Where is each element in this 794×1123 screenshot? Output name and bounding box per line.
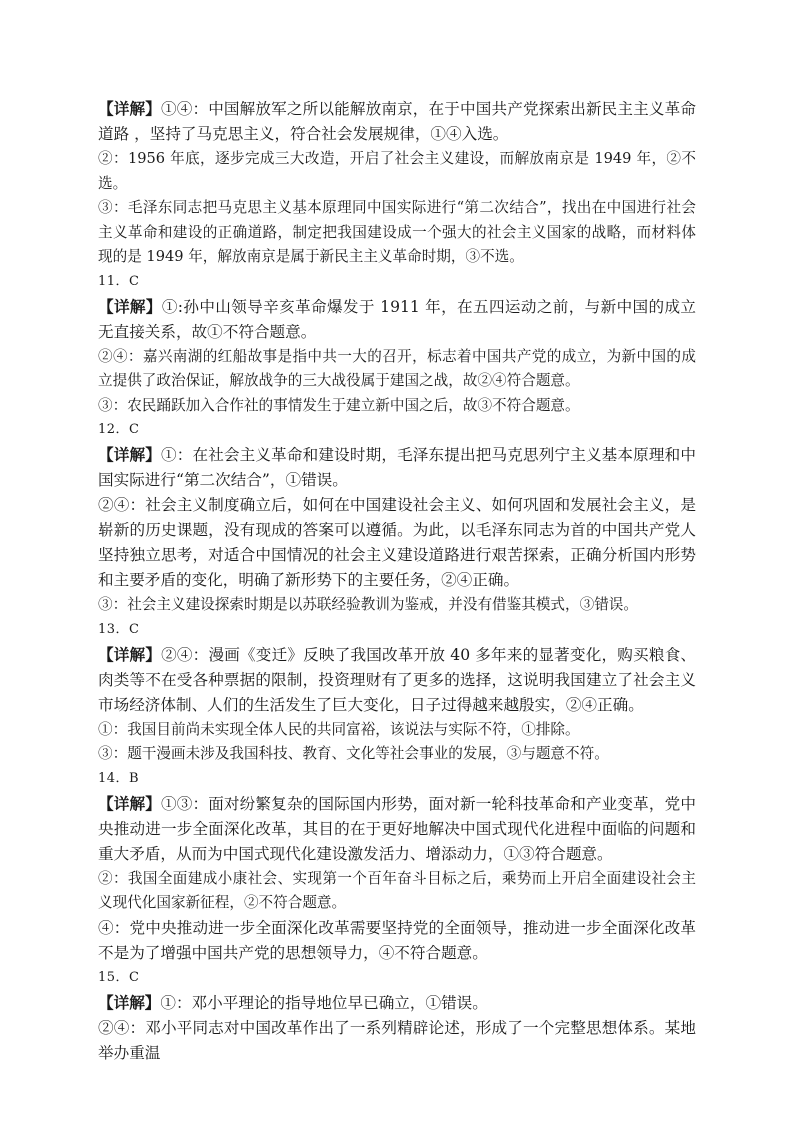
explanation-text: ①：我国目前尚未实现全体人民的共同富裕，该说法与实际不符，①排除。 <box>98 720 580 738</box>
answer-line: 12．C <box>98 422 140 437</box>
explanation-text: ①④：中国解放军之所以能解放南京，在于中国共产党探索出新民主主义革命道路 ，坚持了马克思主义，符合社会发展规律，①④入选。 <box>98 100 696 143</box>
explanation-paragraph <box>98 394 696 419</box>
answer-line: 14．B <box>98 770 140 786</box>
explanation-paragraph <box>98 867 696 916</box>
explanation-paragraph <box>98 294 696 345</box>
explanation-text: ①：邓小平理论的指导地位早已确立，①错误。 <box>160 993 488 1012</box>
explanation-text: ③：题干漫画未涉及我国科技、教育、文化等社会事业的发展，③与题意不符。 <box>98 745 609 762</box>
explanation-paragraph <box>98 442 696 493</box>
explanation-tag: 【详解】 <box>98 99 161 118</box>
explanation-text: ①：在社会主义革命和建设时期，毛泽东提出把马克思列宁主义基本原理和中国实际进行“第二次结合”，①错误。 <box>98 446 696 489</box>
explanation-text: ②④：嘉兴南湖的红船故事是指中共一大的召开，标志着中国共产党的成立，为新中国的成立提供了政治保证，解放战争的三大战役属于建国之战，故②④符合题意。 <box>98 347 696 389</box>
explanation-paragraph <box>98 791 696 867</box>
explanation-text: ②④：邓小平同志对中国改革作出了一系列精辟论述，形成了一个完整思想体系。某地举办重温 <box>98 1018 696 1062</box>
explanation-tag: 【详解】 <box>98 644 162 664</box>
answer-explanations <box>98 96 696 1066</box>
answer-line: 11．C <box>98 273 140 289</box>
explanation-tag: 【详解】 <box>98 992 161 1012</box>
explanation-text: ③：社会主义建设探索时期是以苏联经验教训为鉴戒，并没有借鉴其模式，③错误。 <box>98 596 638 613</box>
explanation-text: ②：我国全面建成小康社会、实现第一个百年奋斗目标之后，乘势而上开启全面建设社会主义现代化国家新征程，②不符合题意。 <box>98 869 696 911</box>
explanation-paragraph <box>98 593 696 618</box>
explanation-paragraph <box>98 196 696 270</box>
explanation-text: ④：党中央推动进一步全面深化改革需要坚持党的全面领导，推动进一步全面深化改革不是为了增强中国共产党的思想领导力，④不符合题意。 <box>98 918 696 962</box>
explanation-text: ①③：面对纷繁复杂的国际国内形势，面对新一轮科技革命和产业变革，党中央推动进一步全面深化改革，其目的在于更好地解决中国式现代化进程中面临的问题和重大矛盾，从而为中国式现代化建设激发活力、增添动力，①③符合题意。 <box>98 794 696 863</box>
answer-line: 15．C <box>98 969 140 985</box>
explanation-paragraph <box>98 1016 696 1066</box>
explanation-paragraph <box>98 742 696 767</box>
explanation-tag: 【详解】 <box>98 296 162 316</box>
explanation-text: ②④：社会主义制度确立后，如何在中国建设社会主义、如何巩固和发展社会主义，是崭新的历史课题，没有现成的答案可以遵循。为此，以毛泽东同志为首的中国共产党人坚持独立思考，对适合中国情况的社会主义建设道路进行艰苦探索，正确分析国内形势和主要矛盾的变化，明确了新形势下的主要任务，②④正确。 <box>98 496 696 589</box>
explanation-paragraph <box>98 345 696 394</box>
explanation-tag: 【详解】 <box>98 445 161 464</box>
explanation-paragraph <box>98 96 696 147</box>
explanation-text: ②：1956 年底，逐步完成三大改造，开启了社会主义建设，而解放南京是 1949 年，②不选。 <box>98 150 696 192</box>
explanation-text: ①:孙中山领导辛亥革命爆发于 1911 年，在五四运动之前，与新中国的成立无直接关系，故①不符合题意。 <box>98 297 696 341</box>
explanation-paragraph <box>98 493 696 593</box>
answer-line: 13．C <box>98 621 140 637</box>
explanation-tag: 【详解】 <box>98 793 161 813</box>
explanation-paragraph <box>98 916 696 966</box>
explanation-text: ③：农民踊跃加入合作社的事情发生于建立新中国之后，故③不符合题意。 <box>98 396 580 414</box>
explanation-text: ②④：漫画《变迁》反映了我国改革开放 40 多年来的显著变化，购买粮食、肉类等不在受各种票据的限制，投资理财有了更多的选择，这说明我国建立了社会主义市场经济体制、人们的生活发生了巨大变化，日子过得越来越殷实，②④正确。 <box>98 645 696 714</box>
explanation-paragraph <box>98 642 696 718</box>
explanation-paragraph <box>98 718 696 743</box>
explanation-paragraph <box>98 990 696 1016</box>
explanation-paragraph <box>98 147 696 196</box>
explanation-text: ③：毛泽东同志把马克思主义基本原理同中国实际进行“第二次结合”，找出在中国进行社会主义革命和建设的正确道路，制定把我国建设成一个强大的社会主义国家的战略，而材料体现的是 1949 年，解放南京是属于新民主主义革命时期，③不选。 <box>98 199 696 265</box>
